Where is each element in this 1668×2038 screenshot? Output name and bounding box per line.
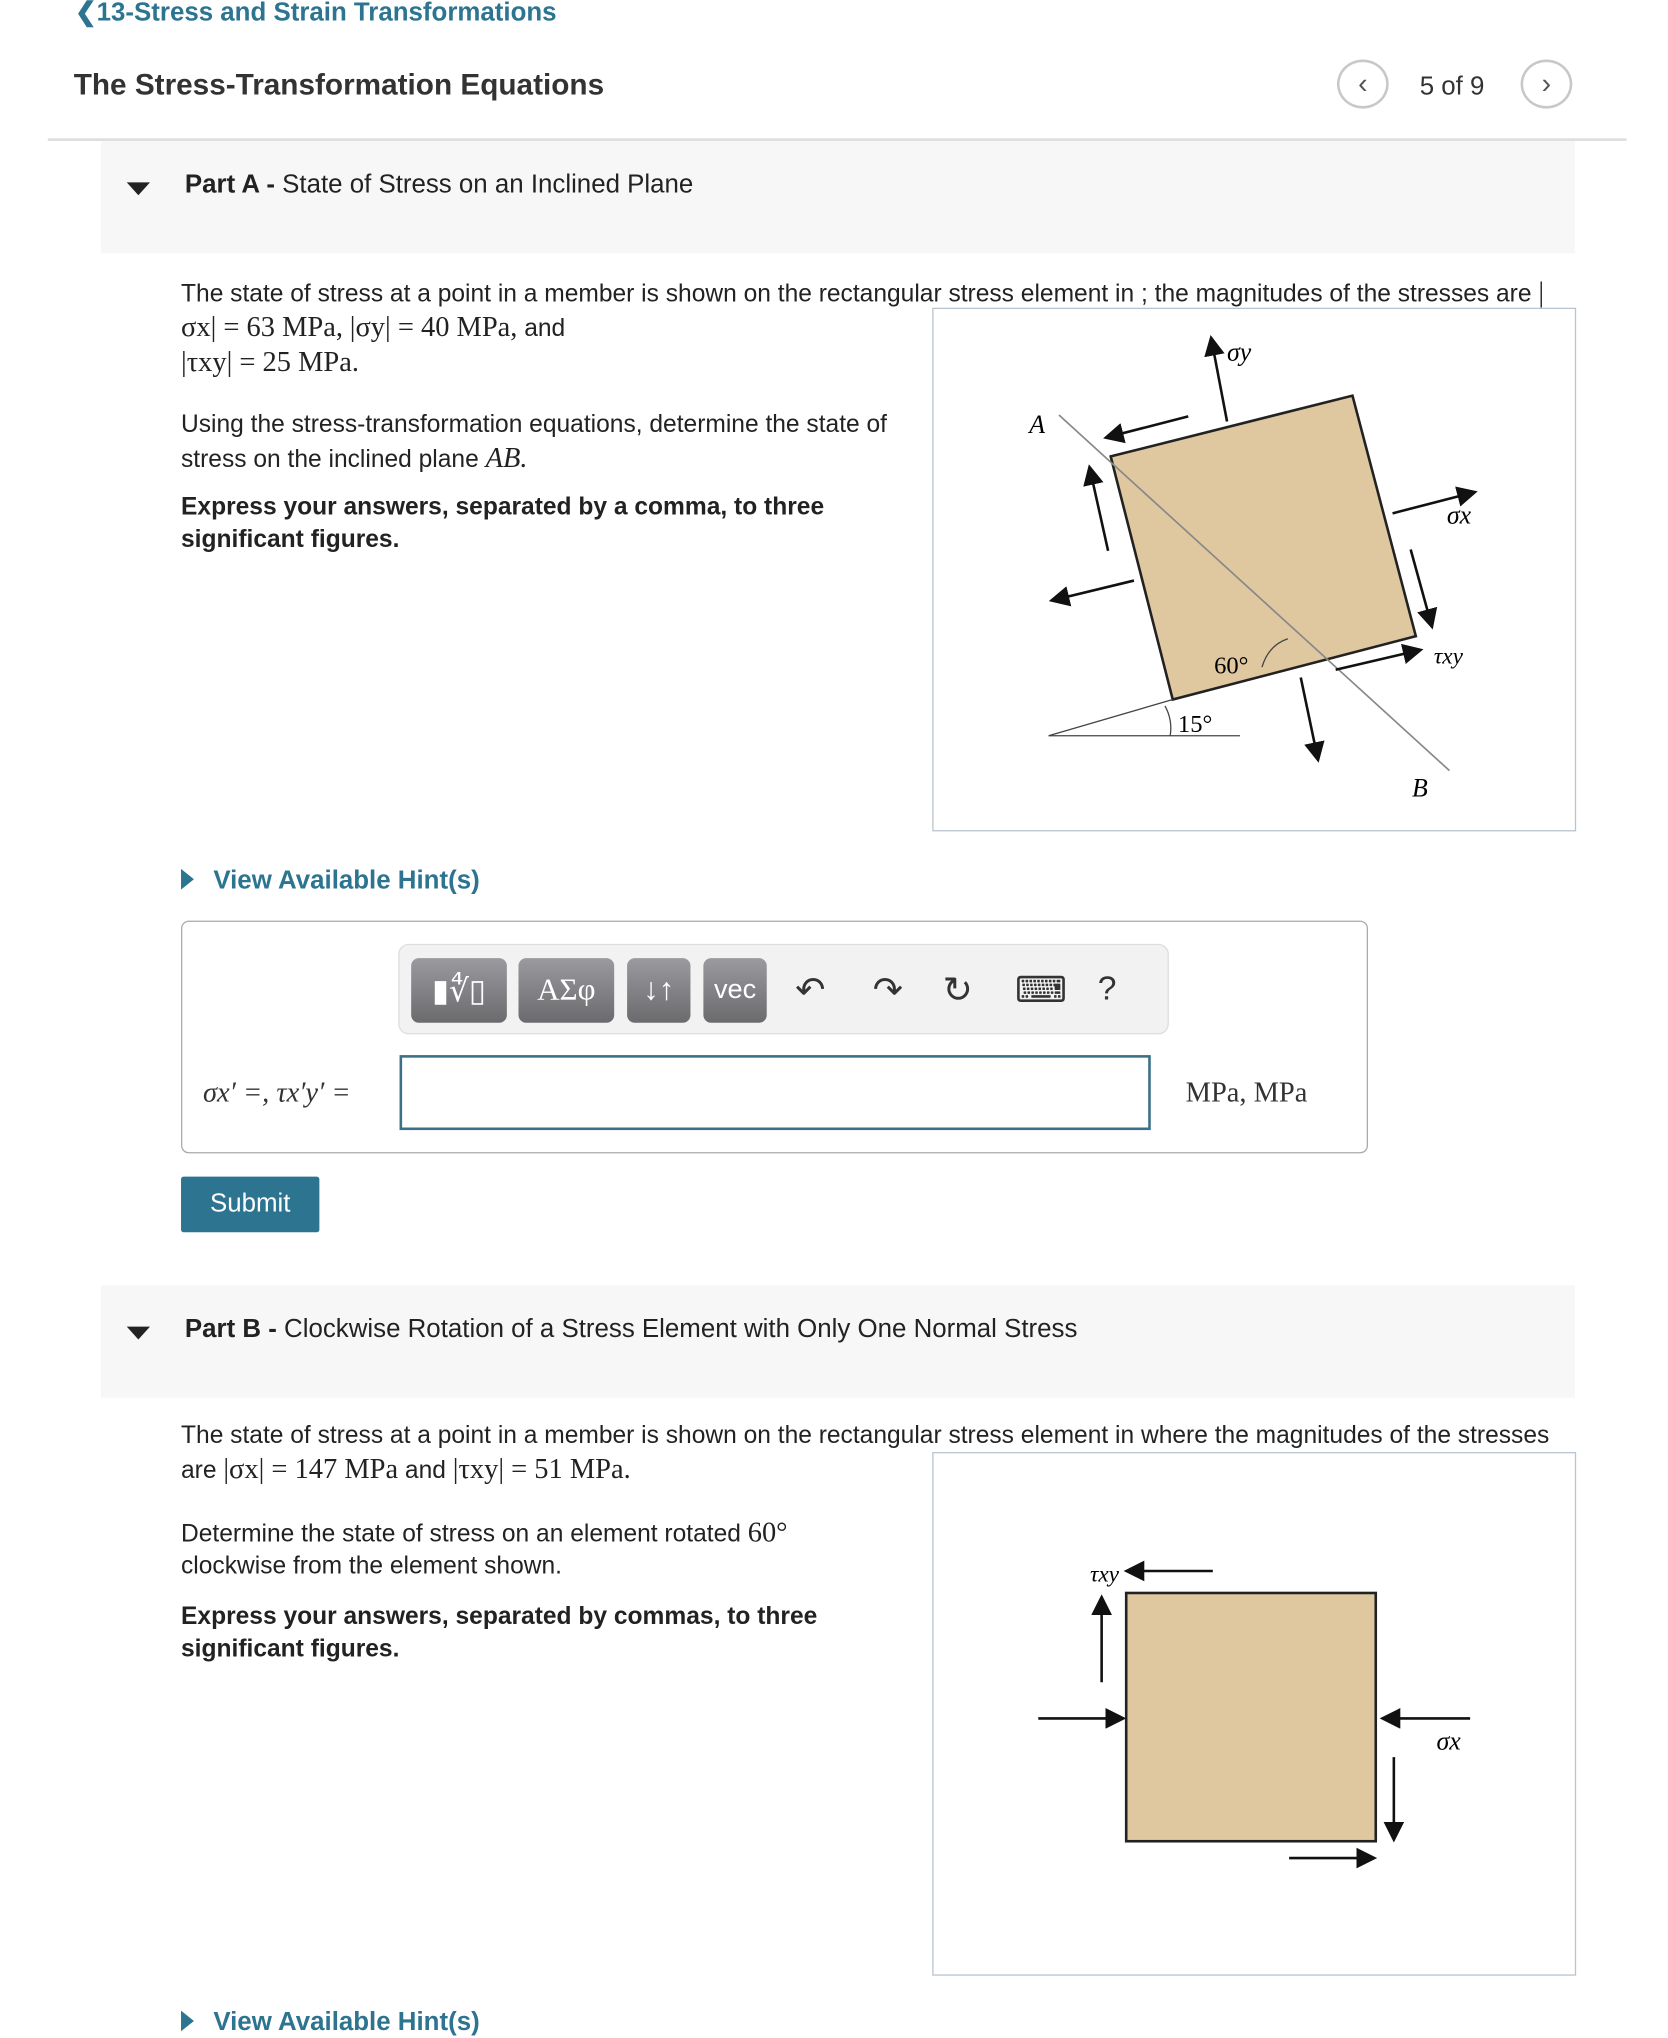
hint-label: View Available Hint(s) bbox=[213, 2008, 480, 2037]
help-icon[interactable]: ? bbox=[1097, 968, 1117, 1008]
part-b-header[interactable] bbox=[101, 1285, 1575, 1397]
part-a-question bbox=[181, 409, 918, 476]
stress-element-diagram bbox=[934, 309, 1575, 830]
part-title: Clockwise Rotation of a Stress Element with Only One Normal Stress bbox=[284, 1314, 1078, 1344]
statement-text: The state of stress at a point in a member is shown on the rectangular stress element in ; the magnitudes of the stresses are bbox=[181, 280, 1532, 308]
part-a-figure bbox=[932, 308, 1576, 832]
undo-icon[interactable]: ↶ bbox=[795, 969, 826, 1010]
part-label: Part A - bbox=[184, 170, 275, 200]
part-title: State of Stress on an Inclined Plane bbox=[282, 170, 694, 200]
tau-xy-value: |τxy| = 25 MPa. bbox=[181, 345, 359, 378]
math-toolbar bbox=[398, 944, 1169, 1035]
submit-button[interactable]: Submit bbox=[181, 1177, 319, 1233]
point-a-label: A bbox=[1029, 410, 1046, 440]
sigma-x-label: σx bbox=[1436, 1726, 1461, 1756]
plane-label: AB. bbox=[485, 440, 528, 474]
part-b-question bbox=[181, 1515, 918, 1582]
redo-icon[interactable]: ↷ bbox=[872, 969, 904, 1010]
tau-xy-label: τxy bbox=[1089, 1561, 1119, 1588]
collapse-triangle-icon bbox=[127, 1327, 150, 1340]
part-b-figure bbox=[932, 1452, 1576, 1976]
question-text: Determine the state of stress on an element rotated bbox=[181, 1520, 741, 1548]
vec-label: vec bbox=[713, 974, 757, 1005]
answer-input[interactable] bbox=[400, 1055, 1151, 1130]
part-a-header[interactable] bbox=[101, 141, 1575, 253]
units-label: MPa, MPa bbox=[1185, 1075, 1308, 1109]
chevron-right-icon: › bbox=[1541, 67, 1552, 100]
rotated-element bbox=[1111, 396, 1416, 700]
sigma-x-value: |σx| = 63 MPa, bbox=[181, 275, 1545, 343]
question-text: Using the stress-transformation equations, determine the state of stress on the inclined plane bbox=[181, 411, 887, 474]
greek-icon: ΑΣφ bbox=[537, 972, 596, 1007]
sigma-y-label: σy bbox=[1227, 337, 1252, 367]
templates-button[interactable] bbox=[411, 958, 507, 1023]
sigma-x-label: σx bbox=[1446, 500, 1472, 530]
next-button[interactable] bbox=[1521, 59, 1573, 108]
sigma-y-value: |σy| = 40 MPa, bbox=[349, 310, 518, 343]
statement-text: The state of stress at a point in a member is shown on the rectangular stress element in where the magnitudes of the stresses are bbox=[181, 1422, 1550, 1485]
page-counter: 5 of 9 bbox=[1419, 72, 1485, 101]
vector-button[interactable] bbox=[703, 958, 766, 1023]
reset-icon[interactable]: ↻ bbox=[942, 969, 973, 1010]
and-text: and bbox=[524, 315, 566, 343]
chevron-left-icon: ‹ bbox=[1358, 67, 1368, 100]
answer-label: σx′ =, τx′y′ = bbox=[203, 1075, 351, 1109]
arrows-icon: ↓↑ bbox=[643, 972, 675, 1008]
expand-triangle-icon bbox=[181, 2011, 194, 2032]
angle-60-label: 60° bbox=[1214, 652, 1249, 680]
view-hints-link[interactable] bbox=[181, 866, 480, 896]
greek-symbols-button[interactable] bbox=[518, 958, 614, 1023]
stress-element bbox=[1126, 1593, 1376, 1841]
question-text-2: clockwise from the element shown. bbox=[181, 1552, 562, 1581]
part-a-instructions: Express your answers, separated by a comma, to three significant figures. bbox=[181, 493, 825, 554]
tau-xy-label: τxy bbox=[1433, 643, 1463, 670]
sigma-x-value: |σx| = 147 MPa bbox=[223, 1452, 399, 1485]
expand-triangle-icon bbox=[181, 869, 194, 890]
part-label: Part B - bbox=[184, 1314, 277, 1344]
arrows-button[interactable] bbox=[627, 958, 690, 1023]
tau-xy-value: |τxy| = 51 MPa. bbox=[452, 1452, 631, 1485]
page-title: The Stress-Transformation Equations bbox=[73, 67, 605, 101]
part-b-instructions: Express your answers, separated by commas, to three significant figures. bbox=[181, 1603, 818, 1663]
stress-element-diagram bbox=[934, 1453, 1575, 1974]
hint-label: View Available Hint(s) bbox=[213, 866, 480, 895]
and-text: and bbox=[404, 1457, 446, 1485]
previous-button[interactable] bbox=[1337, 59, 1389, 108]
rotation-angle: 60° bbox=[747, 1515, 788, 1548]
view-hints-link[interactable] bbox=[181, 2008, 480, 2038]
templates-icon: ▮∜▯ bbox=[432, 972, 486, 1008]
chevron-left-icon: ❮ bbox=[74, 0, 97, 28]
collapse-triangle-icon bbox=[127, 182, 150, 195]
keyboard-icon[interactable]: ⌨ bbox=[1015, 969, 1068, 1010]
angle-15-label: 15° bbox=[1177, 710, 1213, 738]
breadcrumb-back-link[interactable]: ❮13-Stress and Strain Transformations bbox=[74, 0, 557, 28]
point-b-label: B bbox=[1411, 773, 1428, 803]
